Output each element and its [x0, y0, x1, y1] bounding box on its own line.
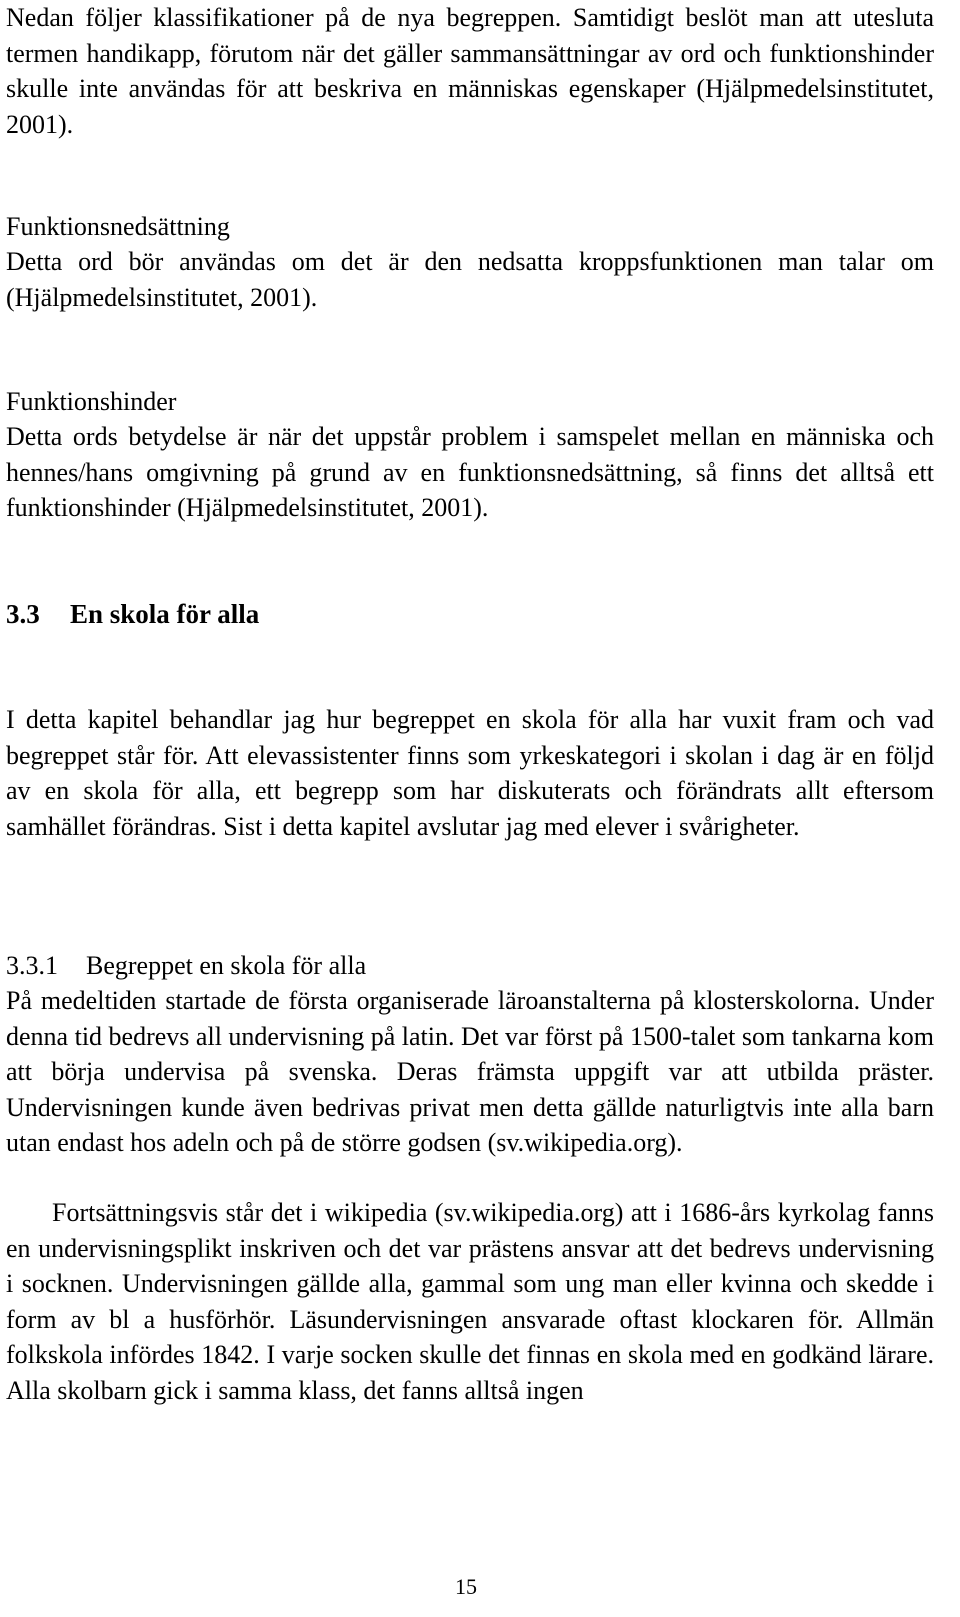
subsection-heading [6, 948, 934, 984]
intro-paragraph: Nedan följer klassifikationer på de nya begreppen. Samtidigt beslöt man att utesluta termen handikapp, förutom när det gäller sammansättningar av ord och funktionshinder skulle inte användas för att beskriva en människas egenskaper (Hjälpmedelsinstitutet, 2001). [6, 3, 934, 139]
page-number: 15 [455, 1574, 477, 1599]
term-heading-funktionshinder: Funktionshinder [6, 387, 177, 416]
section-heading [6, 596, 934, 632]
term-heading-funktionsnedsattning: Funktionsnedsättning [6, 212, 230, 241]
section-number: 3.3 [6, 599, 40, 629]
term-definition-funktionsnedsattning: Detta ord bör användas om det är den nedsatta kroppsfunktionen man talar om (Hjälpmedelsinstitutet, 2001). [6, 247, 934, 312]
section-title: En skola för alla [70, 599, 260, 629]
term-definition-funktionshinder: Detta ords betydelse är när det uppstår problem i samspelet mellan en människa och hennes/hans omgivning på grund av en funktionsnedsättning, så finns det alltså ett funktionshinder (Hjälpmedelsinstitutet, 2001). [6, 422, 934, 522]
subsection-title: Begreppet en skola för alla [86, 951, 367, 980]
subsection-paragraph-2: Fortsättningsvis står det i wikipedia (sv.wikipedia.org) att i 1686-års kyrkolag fanns en undervisningsplikt inskriven och det var prästens ansvar att det bedrevs undervisning i socknen. Undervisningen gällde alla, gammal som ung man eller kvinna och skedde i form av bl a husförhör. Läsundervisningen ansvarade oftast klockaren för. Allmän folkskola infördes 1842. I varje socken skulle det finnas en skola med en godkänd lärare. Alla skolbarn gick i samma klass, det fanns alltså ingen [6, 1198, 934, 1405]
subsection-paragraph-1: På medeltiden startade de första organiserade läroanstalterna på klosterskolorna. Under denna tid bedrevs all undervisning på latin. Det var först på 1500-talet som tankarna kom att börja undervisa på svenska. Deras främsta uppgift var att utbilda präster. Undervisningen kunde även bedrivas privat men detta gällde naturligtvis inte alla barn utan endast hos adeln och på de större godsen (sv.wikipedia.org). [6, 986, 934, 1157]
section-paragraph: I detta kapitel behandlar jag hur begreppet en skola för alla har vuxit fram och vad begreppet står för. Att elevassistenter finns som yrkeskategori i skolan i dag är en följd av en skola för alla, ett begrepp som har diskuterats och förändrats allt eftersom samhället förändras. Sist i detta kapitel avslutar jag med elever i svårigheter. [6, 705, 934, 841]
subsection-number: 3.3.1 [6, 951, 58, 980]
